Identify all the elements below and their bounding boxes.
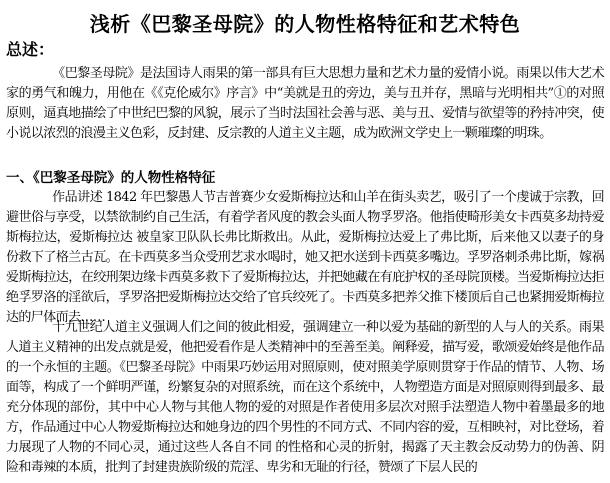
body-paragraph xyxy=(6,318,604,483)
section-heading: 一、《巴黎圣母院》的人物性格特征 xyxy=(6,170,216,186)
summary-label: 总述： xyxy=(6,40,55,59)
body-text: 十九世纪人道主义强调人们之间的彼此相爱，强调建立一种以爱为基础的新型的人与人的关系。雨果人道主义精神的出发点就是爱，他把爱看作是人类精神中的至善至美。阐释爱，描写爱，歌颂爱始终是他作品的一个永恒的主题。《巴黎圣母院》中雨果巧妙运用对照原则，使对照美学原则贯穿于作品的情节、人物、场面等，构成了一个鲜明严谨，纷繁复杂的对照系统，而在这个系统中，人物塑造方面是对照原则得到最多、最充分体现的部份，其中中心人物与其他人物的爱的对照是作者使用多层次对照手法塑造人物中着墨最多的地方，作品通过中心人物爱斯梅拉达和她身边的四个男性的不同方式、不同内容的爱，互相映衬，对比登场，着力展现了人物的不同心灵，通过这些人各自不同 的性格和心灵的折射，揭露了天主教会反动势力的伪善、阴险和毒辣的本质，批判了封建贵族阶级的荒淫、卑劣和无耻的行径，赞颂了下层人民的 xyxy=(6,320,604,475)
section1-paragraph xyxy=(6,188,604,325)
document-title: 浅析《巴黎圣母院》的人物性格特征和艺术特色 xyxy=(89,12,521,36)
summary-paragraph xyxy=(6,64,604,168)
summary-text: 《巴黎圣母院》是法国诗人雨果的第一部具有巨大思想力量和艺术力量的爱情小说。雨果以伟大艺术家的勇气和魄力，用他在《《克伦威尔》序言》中“美就是丑的旁边，美与丑并存，黑暗与光明相共”①的对照原则，逼真地描绘了中世纪巴黎的风貌，展示了当时法国社会善与恶、美与丑、爱情与欲望等的矜持冲突，使小说以浓烈的浪漫主义色彩，反封建、反宗教的人道主义主题，成为欧洲文学史上一颗璀璨的明珠。 xyxy=(6,66,604,141)
section1-text: 作品讲述 1842 年巴黎愚人节吉普赛少女爱斯梅拉达和山羊在街头卖艺，吸引了一个虔诚于宗教，回避世俗与享受，以禁欲制约自己生活，有着学者风度的教会头面人物孚罗洛。他指使畸形美女卡西莫多劫持爱斯梅拉达，爱斯梅拉达 被皇家卫队队长弗比斯救出。从此，爱斯梅拉达爱上了弗比斯，后来他又以妻子的身份救下了格兰古瓦。在卡西莫多当众受刑艺求水喝时，她又把水送到卡西莫多嘴边。孚罗洛刺杀弗比斯，嫁祸爱斯梅拉达，在绞刑架边缘卡西莫多救下了爱斯梅拉达，并把她藏在有庇护权的圣母院顶楼。当爱斯梅拉达拒绝孚罗洛的淫欲后，孚罗洛把爱斯梅拉达交给了官兵绞死了。卡西莫多把养父推下楼顶后自己也紧拥爱斯梅拉达的尸体而去…… xyxy=(6,190,604,325)
